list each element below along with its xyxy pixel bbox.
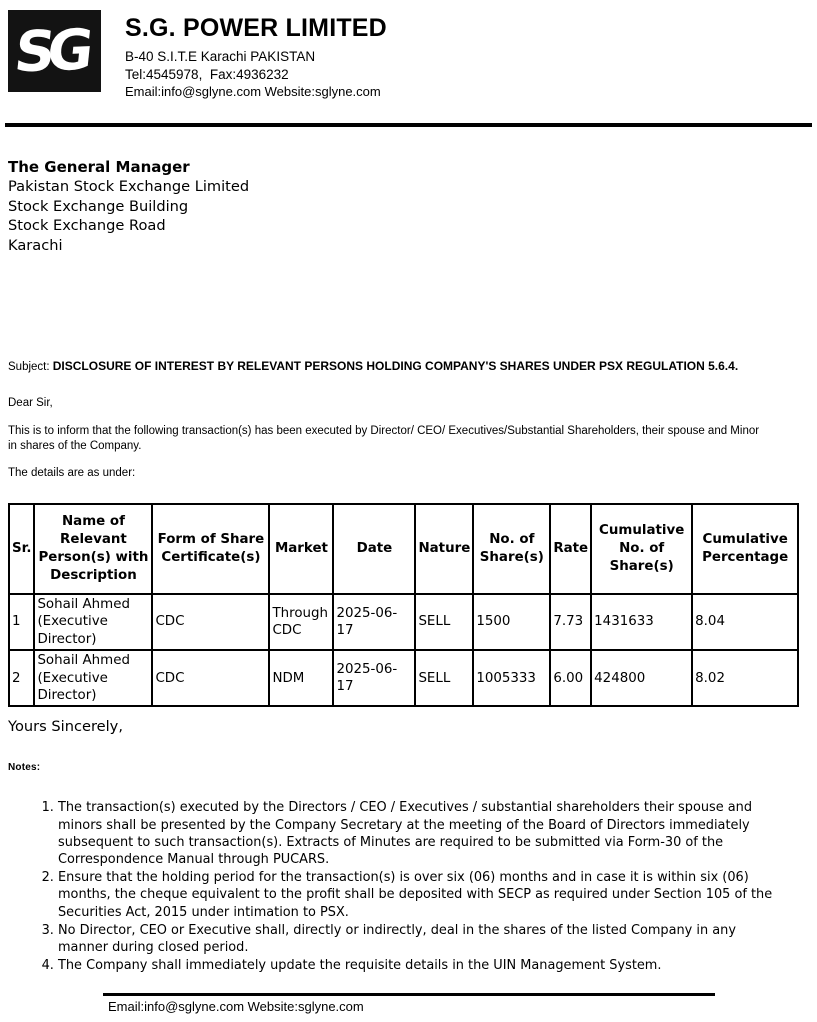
logo-monogram: SG <box>11 17 90 85</box>
table-cell-market: Through CDC <box>269 594 333 650</box>
company-email-website: Email:info@sglyne.com Website:sglyne.com <box>125 84 381 99</box>
page-footer <box>8 993 809 1014</box>
header-divider <box>5 123 812 127</box>
letterhead <box>8 10 809 101</box>
table-row <box>9 594 798 650</box>
table-cell-name: Sohail Ahmed (Executive Director) <box>34 650 152 706</box>
addressee-block <box>8 158 809 256</box>
table-cell-cumulative-shares: 424800 <box>591 650 692 706</box>
note-item: 2. Ensure that the holding period for the transaction(s) is over six (06) months and in case it is within six (06) months, the cheque equivalent to the profit shall be deposited with SECP as required under Section 105 of the Securities Act, 2015 under intimation to PSX. <box>58 869 789 921</box>
disclosure-table <box>8 503 799 707</box>
table-header-cell: Cumulative No. of Share(s) <box>591 504 692 594</box>
table-cell-rate: 7.73 <box>550 594 591 650</box>
table-header-cell: Rate <box>550 504 591 594</box>
addressee-title: The General Manager <box>8 157 190 176</box>
table-cell-nature: SELL <box>415 650 473 706</box>
addressee-line: Karachi <box>8 236 63 254</box>
company-address: B-40 S.I.T.E Karachi PAKISTAN <box>125 49 316 64</box>
table-cell-form: CDC <box>152 594 269 650</box>
table-header-row <box>9 504 798 594</box>
table-cell-cumulative-percentage: 8.02 <box>692 650 798 706</box>
subject-label: Subject: <box>8 361 50 373</box>
closing: Yours Sincerely, <box>8 718 123 736</box>
company-logo-icon <box>8 10 101 92</box>
table-header-cell: No. of Share(s) <box>473 504 550 594</box>
footer-email-website: Email:info@sglyne.com Website:sglyne.com <box>108 999 364 1015</box>
subject-line <box>8 359 809 373</box>
salutation: Dear Sir, <box>8 397 53 409</box>
body-paragraph: This is to inform that the following transaction(s) has been executed by Director/ CEO/ Executives/Substantial Shareholders, their spouse and Minor in shares of the Company. <box>8 425 760 452</box>
table-cell-sr: 2 <box>9 650 34 706</box>
table-cell-cumulative-percentage: 8.04 <box>692 594 798 650</box>
table-cell-form: CDC <box>152 650 269 706</box>
table-cell-date: 2025-06-17 <box>333 594 415 650</box>
table-header-cell: Nature <box>415 504 473 594</box>
table-cell-cumulative-shares: 1431633 <box>591 594 692 650</box>
table-header-cell: Cumulative Percentage <box>692 504 798 594</box>
company-name: S.G. POWER LIMITED <box>125 14 387 42</box>
table-cell-shares: 1500 <box>473 594 550 650</box>
table-cell-rate: 6.00 <box>550 650 591 706</box>
table-header-cell: Form of Share Certificate(s) <box>152 504 269 594</box>
table-cell-shares: 1005333 <box>473 650 550 706</box>
company-tel-fax: Tel:4545978, Fax:4936232 <box>125 66 289 82</box>
details-intro: The details are as under: <box>8 467 136 479</box>
note-item: 4. The Company shall immediately update the requisite details in the UIN Management System. <box>58 957 789 974</box>
table-header-cell: Sr. <box>9 504 34 594</box>
notes-list <box>8 799 789 974</box>
table-header-cell: Market <box>269 504 333 594</box>
table-row <box>9 650 798 706</box>
addressee-line: Pakistan Stock Exchange Limited <box>8 178 250 195</box>
note-item: 3. No Director, CEO or Executive shall, directly or indirectly, deal in the shares of the listed Company in any manner during closed period. <box>58 922 789 956</box>
notes-label: Notes: <box>8 762 41 774</box>
table-cell-sr: 1 <box>9 594 34 650</box>
table-cell-date: 2025-06-17 <box>333 650 415 706</box>
table-cell-market: NDM <box>269 650 333 706</box>
addressee-line: Stock Exchange Building <box>8 197 189 215</box>
table-header-cell: Name of Relevant Person(s) with Description <box>34 504 152 594</box>
subject-text: DISCLOSURE OF INTEREST BY RELEVANT PERSONS HOLDING COMPANY'S SHARES UNDER PSX REGULATION 5.6.4. <box>52 359 739 373</box>
table-cell-name: Sohail Ahmed (Executive Director) <box>34 594 152 650</box>
table-header-cell: Date <box>333 504 415 594</box>
addressee-line: Stock Exchange Road <box>8 217 166 234</box>
table-cell-nature: SELL <box>415 594 473 650</box>
note-item: 1. The transaction(s) executed by the Directors / CEO / Executives / substantial shareholders their spouse and minors shall be presented by the Company Secretary at the meeting of the Board of Directors immediately subsequent to such transaction(s). Extracts of Minutes are required to be submitted via Form-30 of the Correspondence Manual through PUCARS. <box>58 799 789 868</box>
letterhead-text <box>125 10 387 101</box>
